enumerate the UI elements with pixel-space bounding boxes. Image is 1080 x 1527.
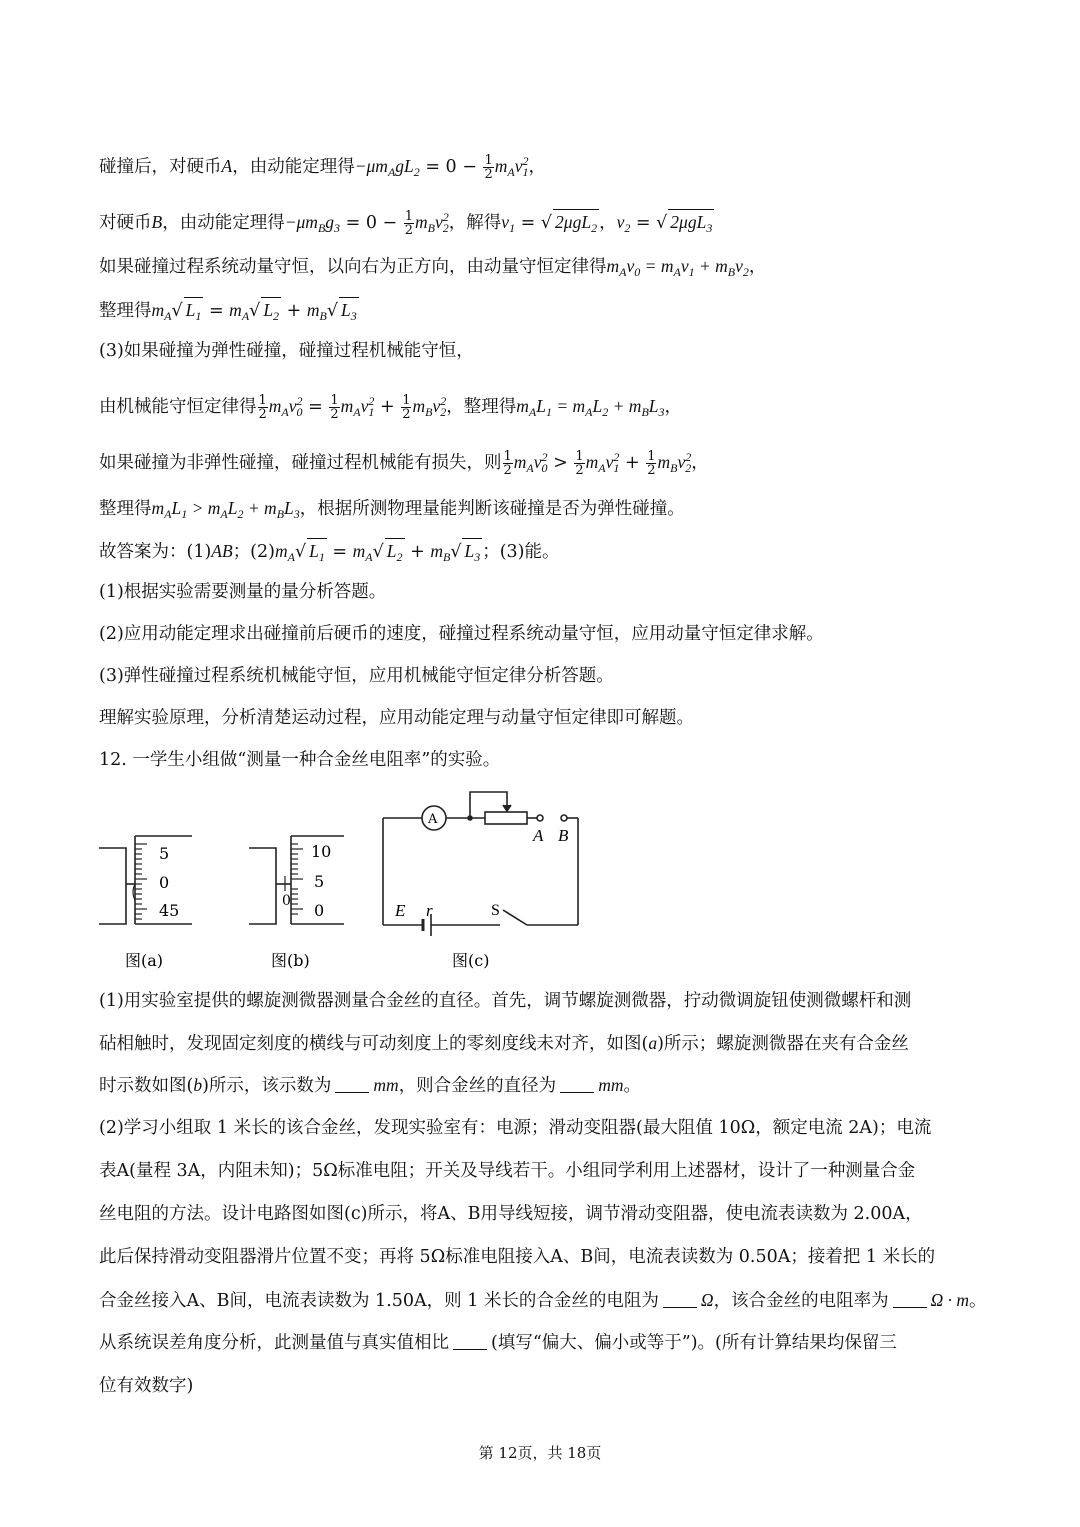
figures-group [95, 788, 595, 978]
answer-blank-3[interactable] [663, 1291, 697, 1308]
fig-a-tick-5: 5 [159, 844, 170, 863]
analysis-line-3: (3)弹性碰撞过程系统机械能守恒，应用机械能守恒定律分析答题。 [99, 666, 614, 686]
analysis-line-4: 理解实验原理，分析清楚运动过程，应用动能定理与动量守恒定律即可解题。 [99, 708, 694, 728]
answer-blank-2[interactable] [560, 1076, 594, 1093]
q12-part2-line4: 此后保持滑动变阻器滑片位置不变；再将 5Ω标准电阻接入A、B间，电流表读数为 0.50A；接着把 1 米长的 [99, 1247, 936, 1267]
solution-line-5: (3)如果碰撞为弹性碰撞，碰撞过程机械能守恒， [99, 341, 474, 361]
solution-line-2: 对硬币B，由动能定理得$-\mu m_Bg_3 = 0$ − $\frac{1}{2}$ $m_Bv^2_2$，解得$v_1$ = √ 2μgL$_2$ ，$v_2$ = √ 2μgL$_3$ [99, 209, 713, 238]
page-footer: 第 12页，共 18页 [478, 1444, 602, 1462]
q12-part2-line3: 丝电阻的方法。设计电路图如图(c)所示，将A、B用导线短接，调节滑动变阻器，使电流表读数为 2.00A， [99, 1204, 923, 1224]
terminal-b-label: B [558, 826, 569, 845]
solution-line-3: 如果碰撞过程系统动量守恒，以向右为正方向，由动量守恒定律得$m_Av_0 = m_Av_1 + m_Bv_2$， [99, 256, 767, 279]
analysis-line-1: (1)根据实验需要测量的量分析答题。 [99, 582, 387, 602]
switch-label: S [491, 902, 500, 919]
q12-part1-line1: (1)用实验室提供的螺旋测微器测量合金丝的直径。首先，调节螺旋测微器，拧动微调旋钮使测微螺杆和测 [99, 991, 912, 1011]
solution-line-6: 由机械能守恒定律得 $\frac{1}{2}$ $m_Av^2_0$ = $\frac{1}{2}$ $m_Av^2_1$ + $\frac{1}{2}$ $m_Bv^2_2$，整理得$m_AL_1 = m_AL_2 + m_BL_3$， [99, 393, 683, 422]
fig-b-tick-0: 0 [314, 901, 325, 920]
fig-b-caption: 图(b) [271, 951, 310, 970]
terminal-b [561, 815, 567, 821]
answer-blank-1[interactable] [335, 1076, 369, 1093]
terminal-a-label: A [533, 826, 544, 845]
q12-part2-line5: 合金丝接入A、B间，电流表读数为 1.50A，则 1 米长的合金丝的电阻为 Ω，该合金丝的电阻率为 Ω · m。 [99, 1290, 987, 1311]
internal-resistance-label: r [426, 901, 433, 920]
fig-b-tick-10: 10 [311, 842, 332, 861]
ammeter-label: A [428, 812, 438, 827]
q12-part2-line7: 位有效数字) [99, 1376, 194, 1396]
q12-part2-line2: 表A(量程 3A，内阻未知)；5Ω标准电阻；开关及导线若干。小组同学利用上述器材，设计了一种测量合金 [99, 1161, 916, 1181]
q12-part1-line2: 砧相触时，发现固定刻度的横线与可动刻度上的零刻度线未对齐，如图(a)所示；螺旋测微器在夹有合金丝 [99, 1033, 909, 1054]
solution-line-7: 如果碰撞为非弹性碰撞，碰撞过程机械能有损失，则 $\frac{1}{2}$ $m_Av^2_0$ > $\frac{1}{2}$ $m_Av^2_1$ + $\frac{1}{2}$ $m_Bv^2_2$， [99, 449, 709, 478]
answer-line: 故答案为：(1)AB；$(2)m_A√$ $L_1 = m_A√$ $L_2 + m_B√$ $L_3$ ；(3)能。 [99, 538, 560, 569]
fig-b-tick-5: 5 [314, 872, 325, 891]
analysis-line-2: (2)应用动能定理求出碰撞前后硬币的速度，碰撞过程系统动量守恒，应用动量守恒定律求解。 [99, 624, 824, 644]
terminal-a [537, 815, 543, 821]
fig-a-tick-0: 0 [159, 873, 170, 892]
q12-part1-line3: 时示数如图(b)所示，该示数为 mm，则合金丝的直径为 mm。 [99, 1075, 641, 1096]
solution-line-4: 整理得$m_A√$ $L_1 = m_A√$ $L_2 + m_B√$ $L_3$ [99, 297, 359, 328]
emf-label: E [395, 901, 406, 920]
q12-part2-line6: 从系统误差角度分析，此测量值与真实值相比 (填写“偏大、偏小或等于”)。(所有计算结果均保留三 [99, 1333, 897, 1353]
figure-c-circuit [383, 792, 578, 936]
question-12-title: 12. 一学生小组做“测量一种合金丝电阻率”的实验。 [99, 750, 501, 770]
answer-blank-5[interactable] [453, 1333, 487, 1350]
fig-a-tick-45: 45 [159, 901, 180, 920]
fig-b-main-zero: 0 [282, 893, 291, 909]
solution-line-1: 碰撞后，对硬币A，由动能定理得$-\mu m_AgL_2 = 0$ − $\frac{1}{2}$ $m_Av^2_1$， [99, 153, 547, 182]
fig-a-caption: 图(a) [125, 951, 164, 970]
q12-part2-line1: (2)学习小组取 1 米长的该合金丝，发现实验室有：电源；滑动变阻器(最大阻值 10Ω，额定电流 2A)；电流 [99, 1118, 932, 1138]
answer-blank-4[interactable] [893, 1291, 927, 1308]
fig-c-caption: 图(c) [452, 951, 490, 970]
solution-line-8: 整理得$m_AL_1 > m_AL_2 + m_BL_3$，根据所测物理量能判断该碰撞是否为弹性碰撞。 [99, 498, 685, 521]
